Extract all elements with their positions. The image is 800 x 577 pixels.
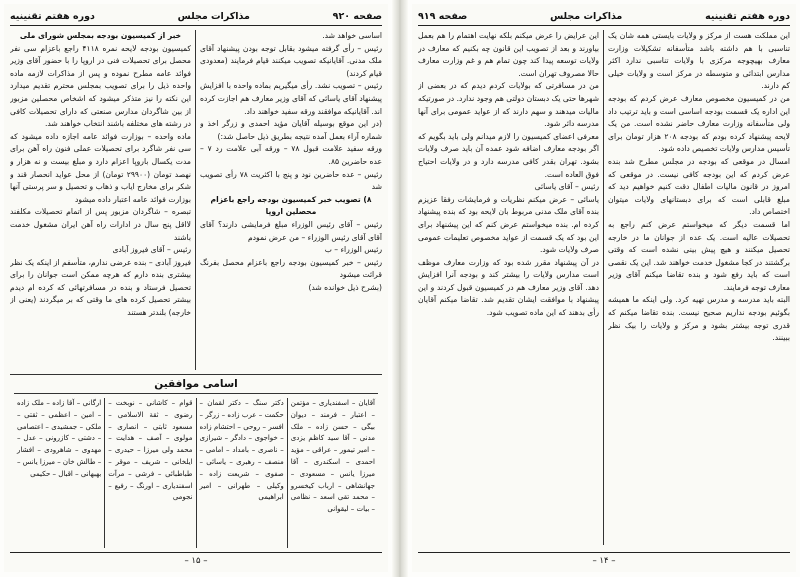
paragraph: رئیس – آقای رئیس الوزراء مبلغ فرمایشی دارند؟ آقای آقای آقای رئیس الوزراء – من عرض نمودم xyxy=(200,219,382,242)
footer-rule xyxy=(10,552,382,553)
page-number: – ۱۵ – xyxy=(184,556,208,566)
voters-column: ارگانی – آقا زاده – ملک زاده – امین – اعظمی – ثقتی – ملکی – جمشیدی – اعتصامی – دشتی – کازرونی – عدل – مهدوی – شاهرودی – افشار – طالش خان – میرزا یانس – بهبهانی – اقبال – حکیمی xyxy=(14,398,105,548)
page-header xyxy=(10,8,382,24)
voters-column: آقایان – اسفندیاری – مؤتمن – اعتبار – فرمند – دیوان بیگی – حسن زاده – ملک مدنی – آقا سید کاظم یزدی – امیر تیمور – عراقی – مؤید احمدی – اسکندری – آقا میرزا یانس – مسعودی – جهانشاهی – ارباب کیخسرو – محمد تقی اسعد – نظامی – بیات – لیقوانی xyxy=(290,399,375,514)
section-rule xyxy=(10,374,382,375)
header-page-number: صفحه ۹۱۹ xyxy=(418,10,468,22)
paragraph: رئیس – خبر کمیسیون بودجه راجع باعزام محصل بفرنگ قرائت میشود xyxy=(200,257,382,280)
voters-column: قوام – کاشانی – نوبخت – رضوی – ثقة الاسلامی – مسعود ثابتی – انصاری – مولوی – آصف – هدایت – محمد ولی میرزا – حیدری – ایلخانی – شریف – موقر – طباطبائی – فرشی – مرآت اسفندیاری – اورنگ – رفیع – نجومی xyxy=(105,398,196,548)
header-journal-title: مذاکرات مجلس xyxy=(177,10,250,22)
voters-column: دکتر سنگ – دکتر لقمان – حکمت – عرب زاده – زرگر – افسر – روحی – احتشام زاده – خواجوی – دادگر – شیرازی – ناصری – بامداد – امامی – منصف – رهبری – یاسائی – صفوی – شریعت زاده – وکیلی – طهرانی – امیر ابراهیمی xyxy=(197,398,288,548)
paragraph: من در کمیسیون مخصوص معارف عرض کردم که بودجه این اداره یک قسمت بودجه اساسی است و باید ترتیب داد ولی متأسفانه وزارت معارف حاضر نشده است. من یک لایحه پیشنهاد کرده بودم که بودجه ۲۰۸ هزار تومان برای تأسیس مدارس ولایات تخصیص داده شود. xyxy=(608,93,790,154)
speaker-line: رئیس – آقای فیروز آبادی xyxy=(112,245,191,255)
text-column-right xyxy=(200,30,382,370)
voters-list xyxy=(14,378,378,554)
voters-columns xyxy=(14,398,378,548)
text-column-left xyxy=(10,30,191,370)
paragraph: (بشرح ذیل خوانده شد) xyxy=(308,282,382,292)
report-title: خبر از کمیسیون بودجه بمجلس شورای ملی xyxy=(19,31,182,40)
paragraph: یاسائی – عرض میکنم نظریات و فرمایشات رفقا عزیزم بنده آقای ملک مدنی مربوط بان لایحه بود که بنده پیشنهاد کرده ام. بنده میخواستم عرض کنم که این پیشنهاد برای این بود که یک قسمت از عواید مخصوص تعلیمات عمومی صرف ولایات شود. xyxy=(418,194,599,255)
page-919 xyxy=(412,4,796,572)
page-header xyxy=(418,8,790,24)
column-divider xyxy=(195,30,196,370)
paragraph: رئیس – رأی گرفته میشود بقابل توجه بودن پیشنهاد آقای ملک مدنی. آقایانیکه تصویب میکنند قیام فرمایند (معدودی قیام کردند) xyxy=(200,43,382,78)
speaker-line: رئیس – آقای یاسائی xyxy=(534,182,599,192)
paragraph: فیروز آبادی – بنده عرضی ندارم، متأسفم از اینکه یک نظر بیشتری بنده دارم که هرچه ممکن است جوانان را برای تحصیل فرستاد و بنده در مسافرتهائی که کرده ام دیدم بیشتر تحصیل کرده های ما وقتی که بر میگردند (یعنی از خارجه) بلندتر هستند xyxy=(10,257,191,318)
footer-rule xyxy=(418,552,790,553)
text-column-right xyxy=(608,30,790,545)
paragraph: البته باید مدرسه و مدرس تهیه کرد. ولی اینکه ما همیشه بگوئیم بودجه نداریم صحیح نیست. بنده تقاضا میکنم که قدری توجه بیشتر بشود و مرکز و ولایات را بیک نظر ببینند. xyxy=(608,295,790,343)
header-page-number: صفحه ۹۲۰ xyxy=(332,10,382,22)
text-column-left xyxy=(418,30,599,545)
section-heading: ۸) تصویب خبر کمیسیون بودجه راجع باعزام محصلین اروپا xyxy=(210,194,372,217)
paragraph: این عرایض را عرض میکنم بلکه نهایت اهتمام را هم بعمل بیاورند و بعد از تصویب این قانون چه بکنیم که معارف در ولایات توسعه پیدا کند چون تمام هم و غم وزارت معارف حالا مصروف تهران است. xyxy=(418,31,599,78)
page-920 xyxy=(4,4,388,572)
voters-title: اسامی موافقین xyxy=(154,378,238,390)
paragraph: رئیس – عده حاضرین نود و پنج با اکثریت ۷۸ رأی تصویب شد xyxy=(200,169,382,192)
paragraph: من در مسافرتی که بولایات کردم دیدم که در بعضی از شهرها حتی یک دبستان دولتی هم وجود ندارد. در صورتیکه مالیات میدهند و سهم دارند که از عواید عمومی برای آنها مدرسه دائر شود. xyxy=(418,81,599,129)
paragraph: امسال در موقعی که بودجه در مجلس مطرح شد بنده عرض کردم که این بودجه کافی نیست. در موقعی که امروز در قانون مالیات اطفال دقت کنیم خواهیم دید که مبلغ قابلی است که برای دبستانهای ولایات میتوان اختصاص داد. xyxy=(608,156,790,217)
page-number: – ۱۴ – xyxy=(592,556,616,566)
article: ماده واحده – بوزارت فوائد عامه اجازه داده میشود که سی نفر شاگرد برای تحصیلات عملی فنون راه آهن برای مدت یکسال باروپا اعزام دارد و مبلغ بیست و نه هزار و نهصد تومان (۲۹۹۰۰ تومان) از محل عواید انحصار قند و شکر برای مخارج ایاب و ذهاب و تحصیل و سر پرستی آنها بوزارت فوائد عامه اعتبار داده میشود xyxy=(10,131,191,204)
speaker-line: رئیس الوزراء – ب xyxy=(324,245,382,255)
header-journal-title: مذاکرات مجلس xyxy=(550,10,623,22)
book-gutter xyxy=(392,0,408,577)
note: تبصره – شاگردان مزبور پس از اتمام تحصیلات مکلفند لااقل پنج سال در ادارات راه آهن ایران مشغول خدمت باشند xyxy=(10,207,191,242)
paragraph: معرفی اعضای کمیسیون را لازم میدانم ولی باید بگویم که اگر بودجه معارف اضافه شود عمده آن باید صرف ولایات بشود. تهران بقدر کافی مدرسه دارد و در ولایات احتیاج فوق العاده است. xyxy=(418,131,599,179)
paragraph: در آن پیشنهاد مقرر شده بود که وزارت معارف موظف است مدارس ولایات را بیشتر کند و بودجه آنرا افزایش دهد. آقای وزیر معارف هم در کمیسیون قبول کردند و این پیشنهاد با موافقت ایشان تقدیم شد. تقاضا میکنم آقایان رأی بدهند که این ماده تصویب شود. xyxy=(418,257,599,318)
header-session: دوره هفتم تقنینیه xyxy=(705,10,790,22)
paragraph: کمیسیون بودجه لایحه نمره ۴۱۱۸ راجع باعزام سی نفر محصل برای تحصیلات فنی در اروپا را با حضور آقای وزیر فوائد عامه مطرح نموده و پس از مذاکرات لازمه ماده واحده ذیل را برای تصویب بمجلس محترم تقدیم میدارد این نکته را نیز متذکر میشود که اشخاص محصلین مزبور از بین شاگردان مدارس صنعتی که دارای تحصیلات کافی در رشته های مختلفه باشند انتخاب خواهند شد. xyxy=(10,43,191,129)
header-rule xyxy=(10,25,382,26)
paragraph: (در این موقع بوسیله آقایان مؤید احمدی و زرگر اخذ و شماره آراء بعمل آمده نتیجه بطریق ذیل حاصل شد:) xyxy=(200,119,382,141)
vote-result: ورقه سفید علامت قبول ۷۸ – ورقه آبی علامت رد ۷ – عده حاضرین ۸۵. xyxy=(200,144,382,166)
paragraph: اما قسمت دیگر که میخواستم عرض کنم راجع به تحصیلات عالیه است. یک عده از جوانان ما در خارجه تحصیل میکنند و هیچ پیش بینی نشده است که وقتی برگشتند در کجا مشغول خدمت خواهند شد. این یک نقصی است که باید رفع شود و بنده تقاضا میکنم آقای وزیر معارف توجه فرمایند. xyxy=(608,219,790,292)
header-session: دوره هفتم تقنينيه xyxy=(10,10,95,22)
voters-rule xyxy=(14,393,378,394)
paragraph: این مملکت هست از مرکز و ولایات بایستی همه شان یک تناسبی با هم داشته باشد متأسفانه تشکیلات وزارت معارف بهیچوجه مرکزی با ولایات تناسبی ندارد اکثر مدارس ابتدائی و متوسطه در مرکز است و ولایات خیلی کم دارند. xyxy=(608,31,790,91)
column-divider xyxy=(603,30,604,545)
paragraph: رئیس – تصویب نشد. رأی میگیریم بماده واحده با افزایش پیشنهاد آقای یاسائی که آقای وزیر معارف هم اجازت کرده اند. آقایانیکه موافقند ورقه سفید خواهند داد. xyxy=(200,81,382,116)
paragraph: اساسی خواهد شد. xyxy=(322,31,382,40)
header-rule xyxy=(418,25,790,26)
